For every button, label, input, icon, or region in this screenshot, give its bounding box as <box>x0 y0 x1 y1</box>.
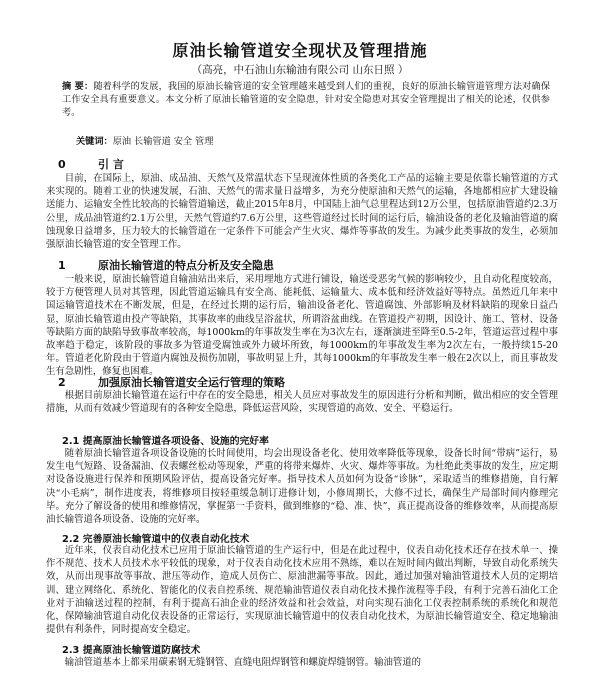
section-1-number: 1 <box>58 259 66 272</box>
subsection-2-1-paragraph: 随着原油长输管道各项设备设施的长时间使用，均会出现设备老化、使用效率降低等现象，设备长时间“带病”运行，易发生电气短路、设备漏油、仪表螺丝松动等现象，严重的将带来爆炸、火灾、爆炸等事故。为杜绝此类事故的发生，应定期对设备设施进行保养和预期风险评估，提高设备完好率。指导技术人员如何为设备“诊脉”，采取适当的维修措施，自行解决“小毛病”，制作进度表，将维修项目按轻重缓急制订进修计划，小修周期长，大修不过长，确保生产局部时间内修理完毕。充分了解设备的使用和维修情况，掌握第一手资料，做到维修的“稳、准、快”，真正提高设备的维修效率，从而提高原油长输管道各项设备、设施的完好率。 <box>46 448 558 526</box>
paper-title: 原油长输管道安全现状及管理措施 <box>172 41 428 60</box>
keywords-label: 关键词： <box>76 136 113 147</box>
section-0-title: 引 言 <box>98 158 124 171</box>
subsection-2-3-paragraph: 输油管道基本上都采用碳素钢无缝钢管、直缝电阻焊钢管和螺旋焊缝钢管。输油管道的 <box>64 657 422 668</box>
keywords-text: 原油 长输管道 安全 管理 <box>112 136 214 147</box>
subsection-2-3-heading: 2.3 提高原油长输管道防腐技术 <box>62 645 201 656</box>
section-2-heading <box>58 374 285 390</box>
section-1-heading <box>58 257 274 273</box>
subsection-2-1-heading: 2.1 提高原油长输管道各项设备、设施的完好率 <box>62 436 269 447</box>
subsection-2-2-heading: 2.2 完善原油长输管道中的仪表自动化技术 <box>62 534 250 545</box>
abstract-label: 摘 要： <box>62 81 94 92</box>
section-1-paragraph: 一般来说，原油长输管道自输油站出来后，采用埋地方式进行铺设，输送受恶劣气候的影响较少，且自动化程度较高，较于方便管理人员对其管理，因此管道运输具有安全高、能耗低、运输量大、成本低和经济效益好等特点。虽然近几年来中国运输管道技术在不断发展，但是，在经过长期的运行后，输油设备老化、管道腐蚀、外部影响及材料缺陷的现象日益凸显，原油长输管道由投产等缺陷，其事故率的曲线呈浴盆状，所谓浴盆曲线。在管道投产初期，因设计、施工、管材、设备等缺陷方面的缺陷导致事故率较高，每1000km的年事故发生率在为3次左右，逐渐演进至降至0.5-2年，管道运营过程中事故率趋于稳定，该阶段的事故多为管道受腐蚀或外力破坏所致，每1000km的年事故发生率为2次左右，一般持续15-20年。管道老化阶段由于管道内腐蚀及损伤加剧，事故明显上升，其每1000km的年事故发生率一般在2次以上，而且事故发生有急剧性，修复也困难。 <box>46 274 558 378</box>
section-2-number: 2 <box>58 376 66 389</box>
author-line: （高亮，中石油山东输油有限公司 山东日照 ） <box>191 64 409 76</box>
abstract <box>62 80 550 119</box>
abstract-text: 随着科学的发展，我国的原油长输管道的安全管理越来越受到人们的重视，良好的原油长输管道管理方法对确保工作安全具有重要意义。本文分析了原油长输管道的安全隐患，针对安全隐患对其安全管理提出了相关的论述，仅供参考。 <box>62 81 551 118</box>
section-2-title: 加强原油长输管道安全运行管理的策略 <box>98 376 285 389</box>
section-0-heading <box>58 156 124 172</box>
section-0-number: 0 <box>58 158 66 171</box>
section-1-title: 原油长输管道的特点分析及安全隐患 <box>98 259 274 272</box>
keywords <box>76 133 213 147</box>
section-0-paragraph: 目前，在国际上，原油、成品油、天然气及常温状态下呈现流体性质的各类化工产品的运输主要是依靠长输管道的方式来实现的。随着工业的快速发展，石油、天然气的需求量日益增多，为充分使原油和天然气的运输，各地都相应扩大建设输送能力、运输安全性比较高的长输管道输送，截止2015年8月，中国陆上油气总里程达到12万公里，包括原油管道约2.3万公里，成品油管道约2.1万公里，天然气管道约7.6万公里，这些管道经过长时间的运行后，输油设备的老化及输油管道的腐蚀现象日益增多，压力较大的长输管道在一定条件下可能会产生火灾、爆炸等事故的发生。为减少此类事故的发生，必须加强原油长输管道的安全管理工作。 <box>46 173 558 251</box>
section-2-paragraph: 根据目前原油长输管道在运行中存在的安全隐患，相关人员应对事故发生的原因进行分析和判断，做出相应的安全管理措施，从而有效减少管道现有的各种安全隐患，降低运营风险，实现管道的高效、安全、平稳运行。 <box>46 390 558 415</box>
subsection-2-2-paragraph: 近年来，仪表自动化技术已应用于原油长输管道的生产运行中，但是在此过程中，仪表自动化技术还存在技术单一、操作不规范、技术人员技术水平较低的现象，对于仪表自动化技术应用不熟练，难以在短时间内做出判断，导致自动化系统失效，从而出现事故等事故、泄压等动作，造成人员伤亡、原油泄漏等事故。因此，通过加强对输油管道技术人员的定期培训、建立网络化、系统化、智能化的仪表自控系统、规范输油管道仪表自动化技术操作流程等手段，有利于完善石油化工企业对于油输送过程的控制，有利于提高石油企业的经济效益和社会效益，对向实现石油化工仪表控制系统的系统化和规范化，保障输油管道自动化仪表设备的正常运行，实现原油长输管道中的仪表自动化技术，为原油长输管道安全、稳定地输油提供有利条件，同时提高安全稳定。 <box>46 545 558 636</box>
